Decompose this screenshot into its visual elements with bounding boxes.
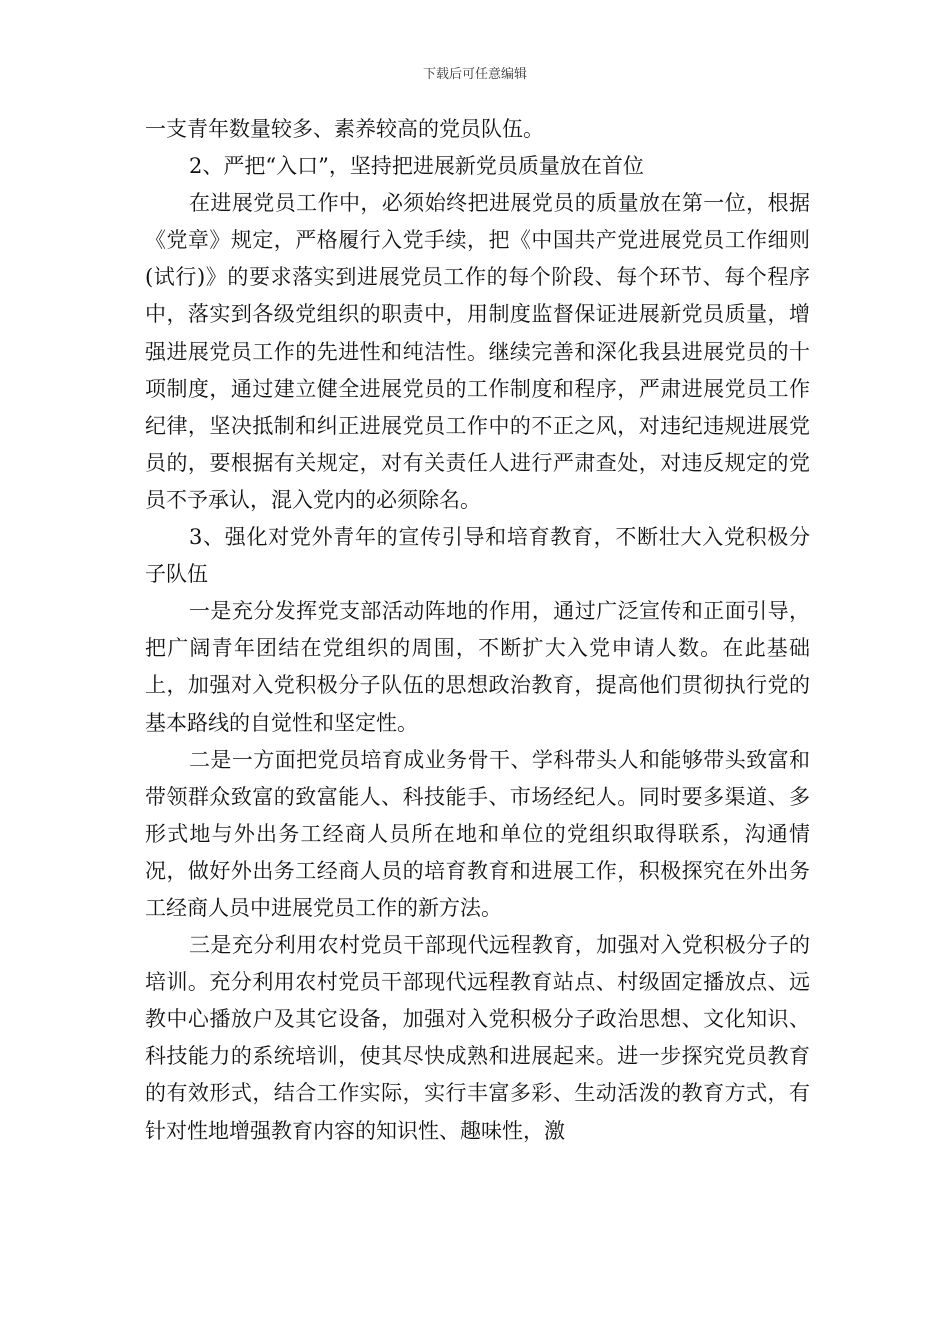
paragraph: 一是充分发挥党支部活动阵地的作用，通过广泛宣传和正面引导，把广阔青年团结在党组织的周围，不断扩大入党申请人数。在此基础上，加强对入党积极分子队伍的思想政治教育，提高他们贯彻执行党的基本路线的自觉性和坚定性。: [145, 599, 810, 735]
page-header: 下载后可任意编辑: [422, 67, 527, 82]
paragraph: 三是充分利用农村党员干部现代远程教育，加强对入党积极分子的培训。充分利用农村党员干部现代远程教育站点、村级固定播放点、远教中心播放户及其它设备，加强对入党积极分子政治思想、文化知识、科技能力的系统培训，使其尽快成熟和进展起来。进一步探究党员教育的有效形式，结合工作实际，实行丰富多彩、生动活泼的教育方式，有针对性地增强教育内容的知识性、趣味性，激: [145, 933, 810, 1143]
paragraph-continuation: 一支青年数量较多、素养较高的党员队伍。: [145, 117, 544, 141]
paragraph: 在进展党员工作中，必须始终把进展党员的质量放在第一位，根据《党章》规定，严格履行入党手续，把《中国共产党进展党员工作细则(试行)》的要求落实到进展党员工作的每个阶段、每个环节、每个程序中，落实到各级党组织的职责中，用制度监督保证进展新党员质量，增强进展党员工作的先进性和纯洁性。继续完善和深化我县进展党员的十项制度，通过建立健全进展党员的工作制度和程序，严肃进展党员工作纪律，坚决抵制和纠正进展党员工作中的不正之风，对违纪违规进展党员的，要根据有关规定，对有关责任人进行严肃查处，对违反规定的党员不予承认，混入党内的必须除名。: [145, 191, 810, 512]
section-heading-3: 3、强化对党外青年的宣传引导和培育教育，不断壮大入党积极分子队伍: [145, 525, 810, 587]
document-body: [145, 111, 810, 1150]
paragraph: 二是一方面把党员培育成业务骨干、学科带头人和能够带头致富和带领群众致富的致富能人、科技能手、市场经纪人。同时要多渠道、多形式地与外出务工经商人员所在地和单位的党组织取得联系，沟通情况，做好外出务工经商人员的培育教育和进展工作，积极探究在外出务工经商人员中进展党员工作的新方法。: [145, 747, 810, 920]
section-heading-2: 2、严把“入口”，坚持把进展新党员质量放在首位: [189, 154, 644, 179]
